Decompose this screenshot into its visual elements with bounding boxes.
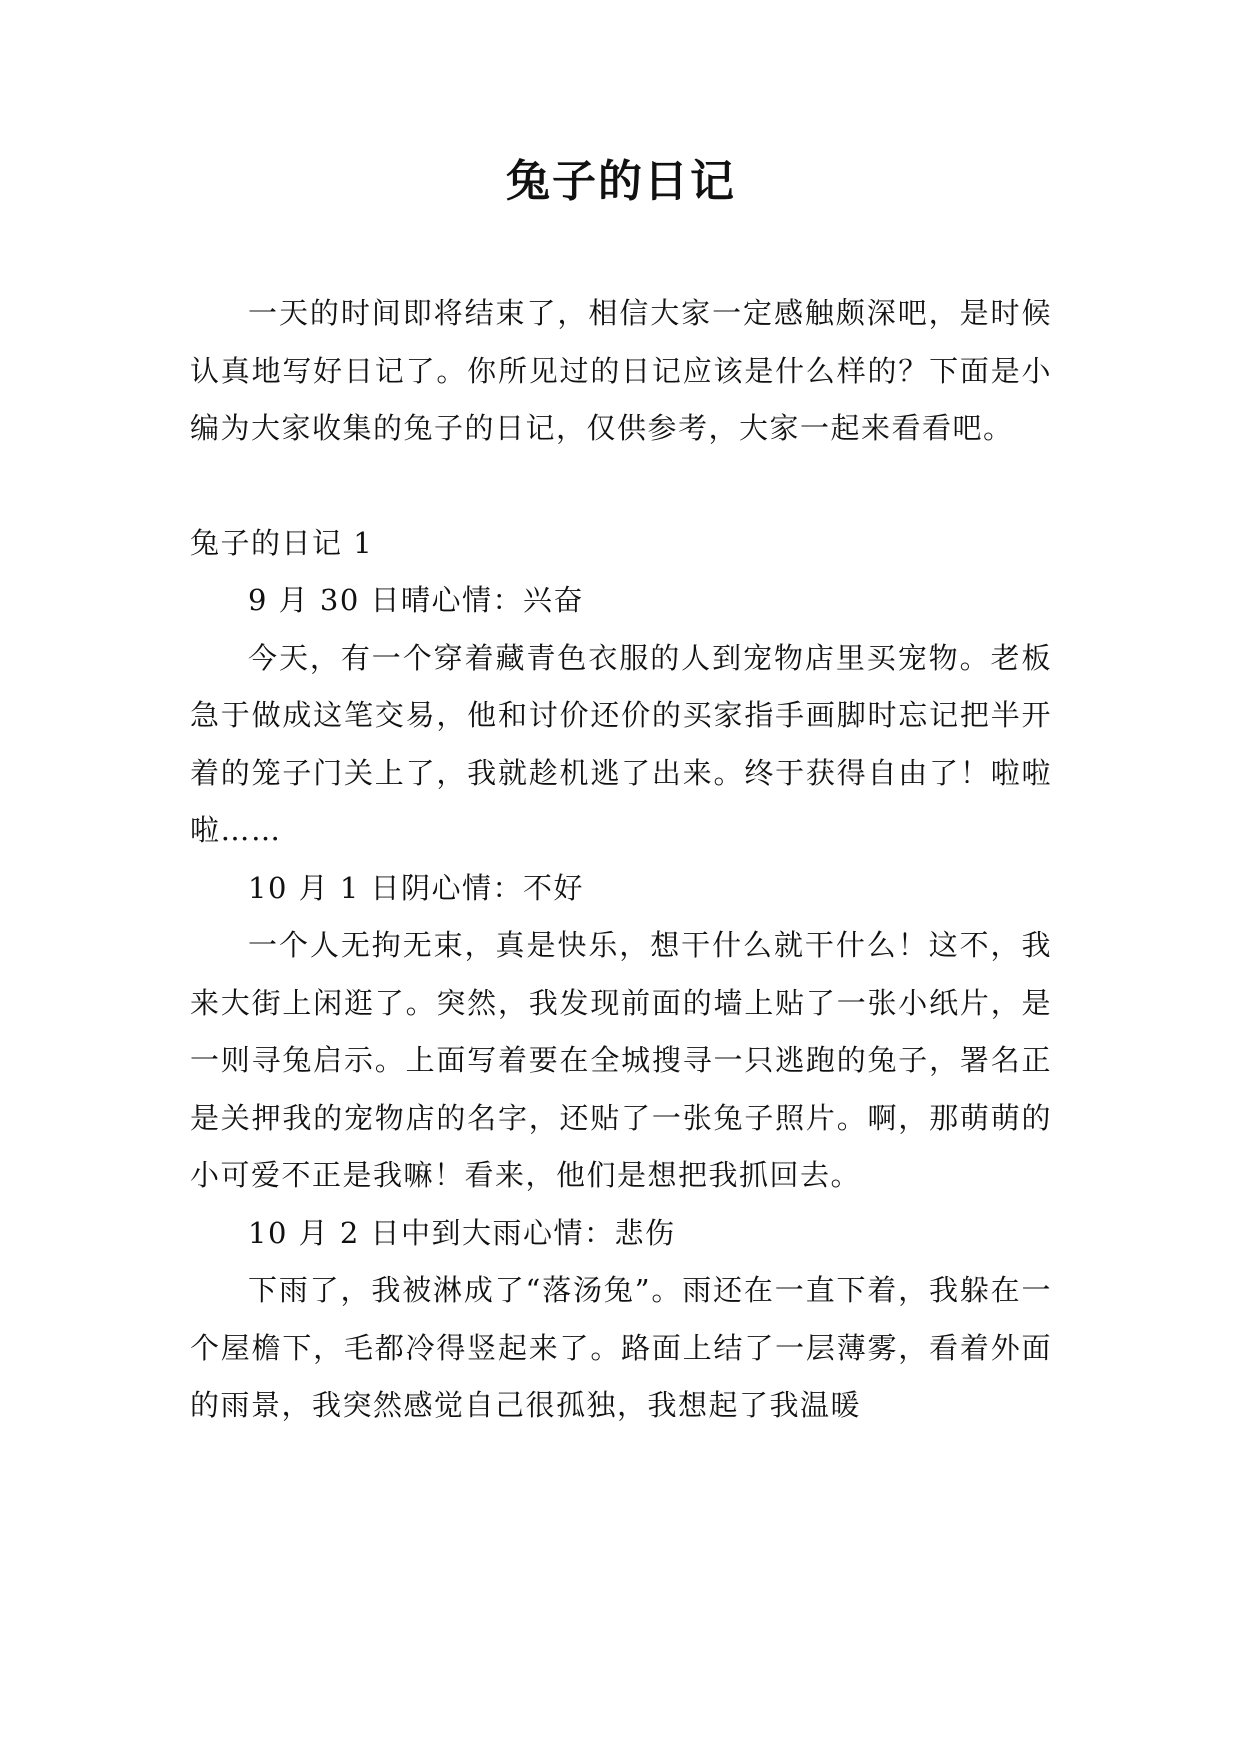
intro-paragraph: 一天的时间即将结束了，相信大家一定感触颇深吧，是时候认真地写好日记了。你所见过的日记应该是什么样的？下面是小编为大家收集的兔子的日记，仅供参考，大家一起来看看吧。: [190, 296, 1052, 445]
entry-body-1: 今天，有一个穿着藏青色衣服的人到宠物店里买宠物。老板急于做成这笔交易，他和讨价还价的买家指手画脚时忘记把半开着的笼子门关上了，我就趁机逃了出来。终于获得自由了！啦啦啦……: [190, 640, 1052, 847]
section-title: 兔子的日记 1: [190, 525, 374, 560]
document-title: 兔子的日记: [506, 156, 736, 207]
document-body: [190, 285, 1052, 1435]
entry-body-3: 下雨了，我被淋成了“落汤兔”。雨还在一直下着，我躲在一个屋檐下，毛都冷得竖起来了。路面上结了一层薄雾，看着外面的雨景，我突然感觉自己很孤独，我想起了我温暖: [190, 1273, 1052, 1422]
entry-heading-3: 10 月 2 日中到大雨心情：悲伤: [248, 1215, 676, 1250]
entry-heading-1: 9 月 30 日晴心情：兴奋: [248, 583, 585, 617]
entry-heading-2: 10 月 1 日阴心情：不好: [248, 870, 585, 905]
entry-body-2: 一个人无拘无束，真是快乐，想干什么就干什么！这不，我来大街上闲逛了。突然，我发现前面的墙上贴了一张小纸片，是一则寻兔启示。上面写着要在全城搜寻一只逃跑的兔子，署名正是关押我的宠物店的名字，还贴了一张兔子照片。啊，那萌萌的小可爱不正是我嘛！看来，他们是想把我抓回去。: [190, 928, 1052, 1192]
document-page: [190, 0, 1052, 1754]
